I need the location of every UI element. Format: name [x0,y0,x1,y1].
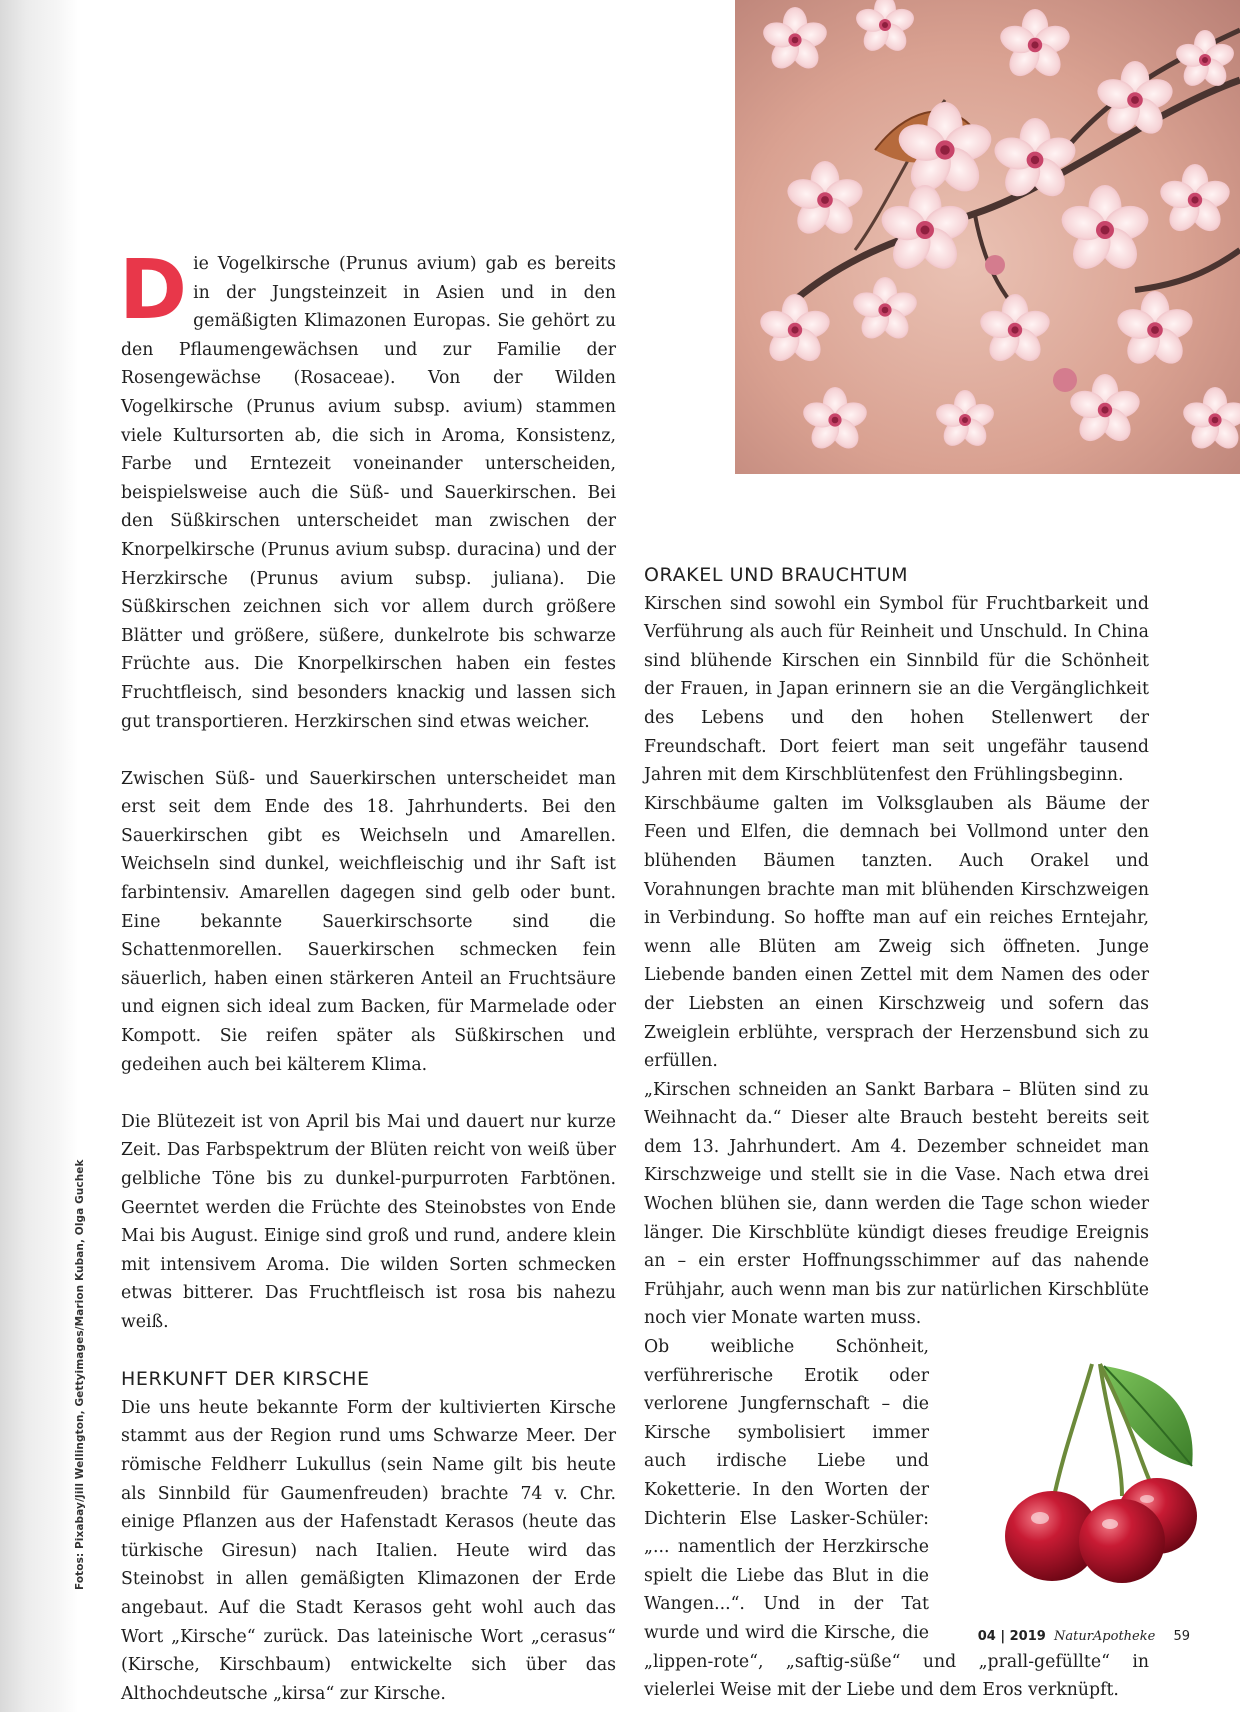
heading-herkunft: HERKUNFT DER KIRSCHE [121,1368,370,1391]
magazine-brand: NaturApotheke [1053,1629,1156,1644]
intro-paragraph [119,243,616,736]
page-number: 59 [1173,1629,1190,1644]
issue-number: 04 | 2019 [977,1629,1046,1644]
paragraph-symbol: Kirschen sind sowohl ein Symbol für Fruchtbarkeit und Verführung als auch für Reinheit und Unschuld. In China sind blühende Kirschen ein Sinnbild für die Schönheit der Frauen, in Japan erinnern sie an die Vergänglichkeit des Lebens und den hohen Stellenwert der Freundschaft. Dort feiert man seit ungefähr tausend Jahren mit dem Kirschblütenfest den Frühlingsbeginn. [644,593,1149,786]
paragraph-volksglauben: Kirschbäume galten im Volksglauben als Bäume der Feen und Elfen, die demnach bei Vollmond unter den blühenden Bäumen tanzten. Auch Orakel und Vorahnungen brachte man mit blühenden Kirschzweigen in Verbindung. So hoffte man auf ein reiches Erntejahr, wenn alle Blüten am Zweig sich öffneten. Junge Liebende banden einen Zettel mit dem Namen des oder der Liebsten an einen Kirschzweig und sofern das Zweiglein erblühte, versprach der Herzensbund sich zu erfüllen. [644,793,1149,1072]
photo-credit: Fotos: Pixabay/Jill Wellington, Gettyimages/Marion Kuban, Olga Guchek [74,1159,86,1590]
intro-text: ie Vogelkirsche (Prunus avium) gab es bereits in der Jungsteinzeit in Asien und in den gemäßigten Klimazonen Europas. Sie gehört zu den Pflaumengewächsen und zur Familie der Rosengewächse (Rosaceae). Von der Wilden Vogelkirsche (Prunus avium subsp. avium) stammen viele Kultursorten ab, die sich in Aroma, Konsistenz, Farbe und Erntezeit voneinander unterscheiden, beispielsweise auch die Süß- und Sauerkirschen. Bei den Süßkirschen unterscheidet man zwischen der Knorpelkirsche (Prunus avium subsp. duracina) und der Herzkirsche (Prunus avium subsp. juliana). Die Süßkirschen zeichnen sich vor allem durch größere Blätter und größere, süßere, dunkelrote bis schwarze Früchte aus. Die Knorpelkirschen haben ein festes Fruchtfleisch, sind besonders knackig und lassen sich gut transportieren. Herzkirschen sind etwas weicher. [121,254,616,732]
paragraph-liebe-text: Ob weibliche Schönheit, verführerische Erotik oder verlorene Jungfernschaft – die Kirsche symbolisiert immer auch irdische Liebe und Koketterie. In den Worten der Dichterin Else Lasker-Schüler: „... namentlich der Herzkirsche spielt die Liebe das Blut in die Wangen...“. Und in der Tat wurde und wird die Kirsche, die „lippen-rote“, „saftig-süße“ und „prall-gefüllte“ in vielerlei Weise mit der Liebe und dem Eros verknüpft. [644,1337,1149,1701]
paragraph-liebe-wrap [644,1333,1149,1705]
paragraph-barbara: „Kirschen schneiden an Sankt Barbara – Blüten sind zu Weihnacht da.“ Dieser alte Brauch besteht bereits seit dem 13. Jahrhundert. Am 4. Dezember schneidet man Kirschzweige und stellt sie in die Vase. Nach etwa drei Wochen blühen sie, dann werden die Tage schon wieder länger. Die Kirschblüte kündigt dieses freudige Ereignis an – ein erster Hoffnungsschimmer auf das nahende Frühjahr, auch wenn man bis zur natürlichen Kirschblüte noch vier Monate warten muss. [644,1079,1149,1329]
drop-cap: D [119,243,188,338]
paragraph-herkunft: Die uns heute bekannte Form der kultivierten Kirsche stammt aus der Region rund ums Schwarze Meer. Der römische Feldherr Lukullus (sein Name gilt bis heute als Sinnbild für Gaumenfreuden) brachte 74 v. Chr. einige Pflanzen aus der Hafenstadt Kerasos (heute das türkische Giresun) nach Italien. Heute wird das Steinobst in allen gemäßigten Klimazonen der Erde angebaut. Auf die Stadt Kerasos geht wohl auch das Wort „Kirsche“ zurück. Das lateinische Wort „cerasus“ (Kirsche, Kirschbaum) entwickelte sich über das Althochdeutsche „kirsa“ zur Kirsche. [121,1397,616,1704]
left-column [119,243,616,1708]
heading-orakel: ORAKEL UND BRAUCHTUM [644,564,909,586]
cherry-blossom-photo [735,0,1240,474]
right-column [644,561,1149,1705]
page-footer [978,1629,1190,1644]
paragraph-bluetezeit: Die Blütezeit ist von April bis Mai und dauert nur kurze Zeit. Das Farbspektrum der Blüten reicht von weiß über gelbliche Töne bis zu dunkel-purpurroten Farbtönen. Geerntet werden die Früchte des Steinobstes von Ende Mai bis August. Einige sind groß und rund, andere klein mit intensivem Aroma. Die wilden Sorten schmecken etwas bitterer. Das Fruchtfleisch ist rosa bis nahezu weiß. [121,1111,616,1332]
page-gutter-shadow [0,0,78,1712]
paragraph-kirschsorten: Zwischen Süß- und Sauerkirschen unterscheidet man erst seit dem Ende des 18. Jahrhunderts. Bei den Sauerkirschen gibt es Weichseln und Amarellen. Weichseln sind dunkel, weichfleischig und ihr Saft ist farbintensiv. Amarellen dagegen sind gelb oder bunt. Eine bekannte Sauerkirschsorte sind die Schattenmorellen. Sauerkirschen schmecken fein säuerlich, haben einen stärkeren Anteil an Fruchtsäure und eignen sich ideal zum Backen, für Marmelade oder Kompott. Sie reifen später als Süßkirschen und gedeihen auch bei kälterem Klima. [121,768,616,1075]
cherry-image-space [929,1345,1149,1645]
paragraph-liebe [644,1333,1149,1705]
